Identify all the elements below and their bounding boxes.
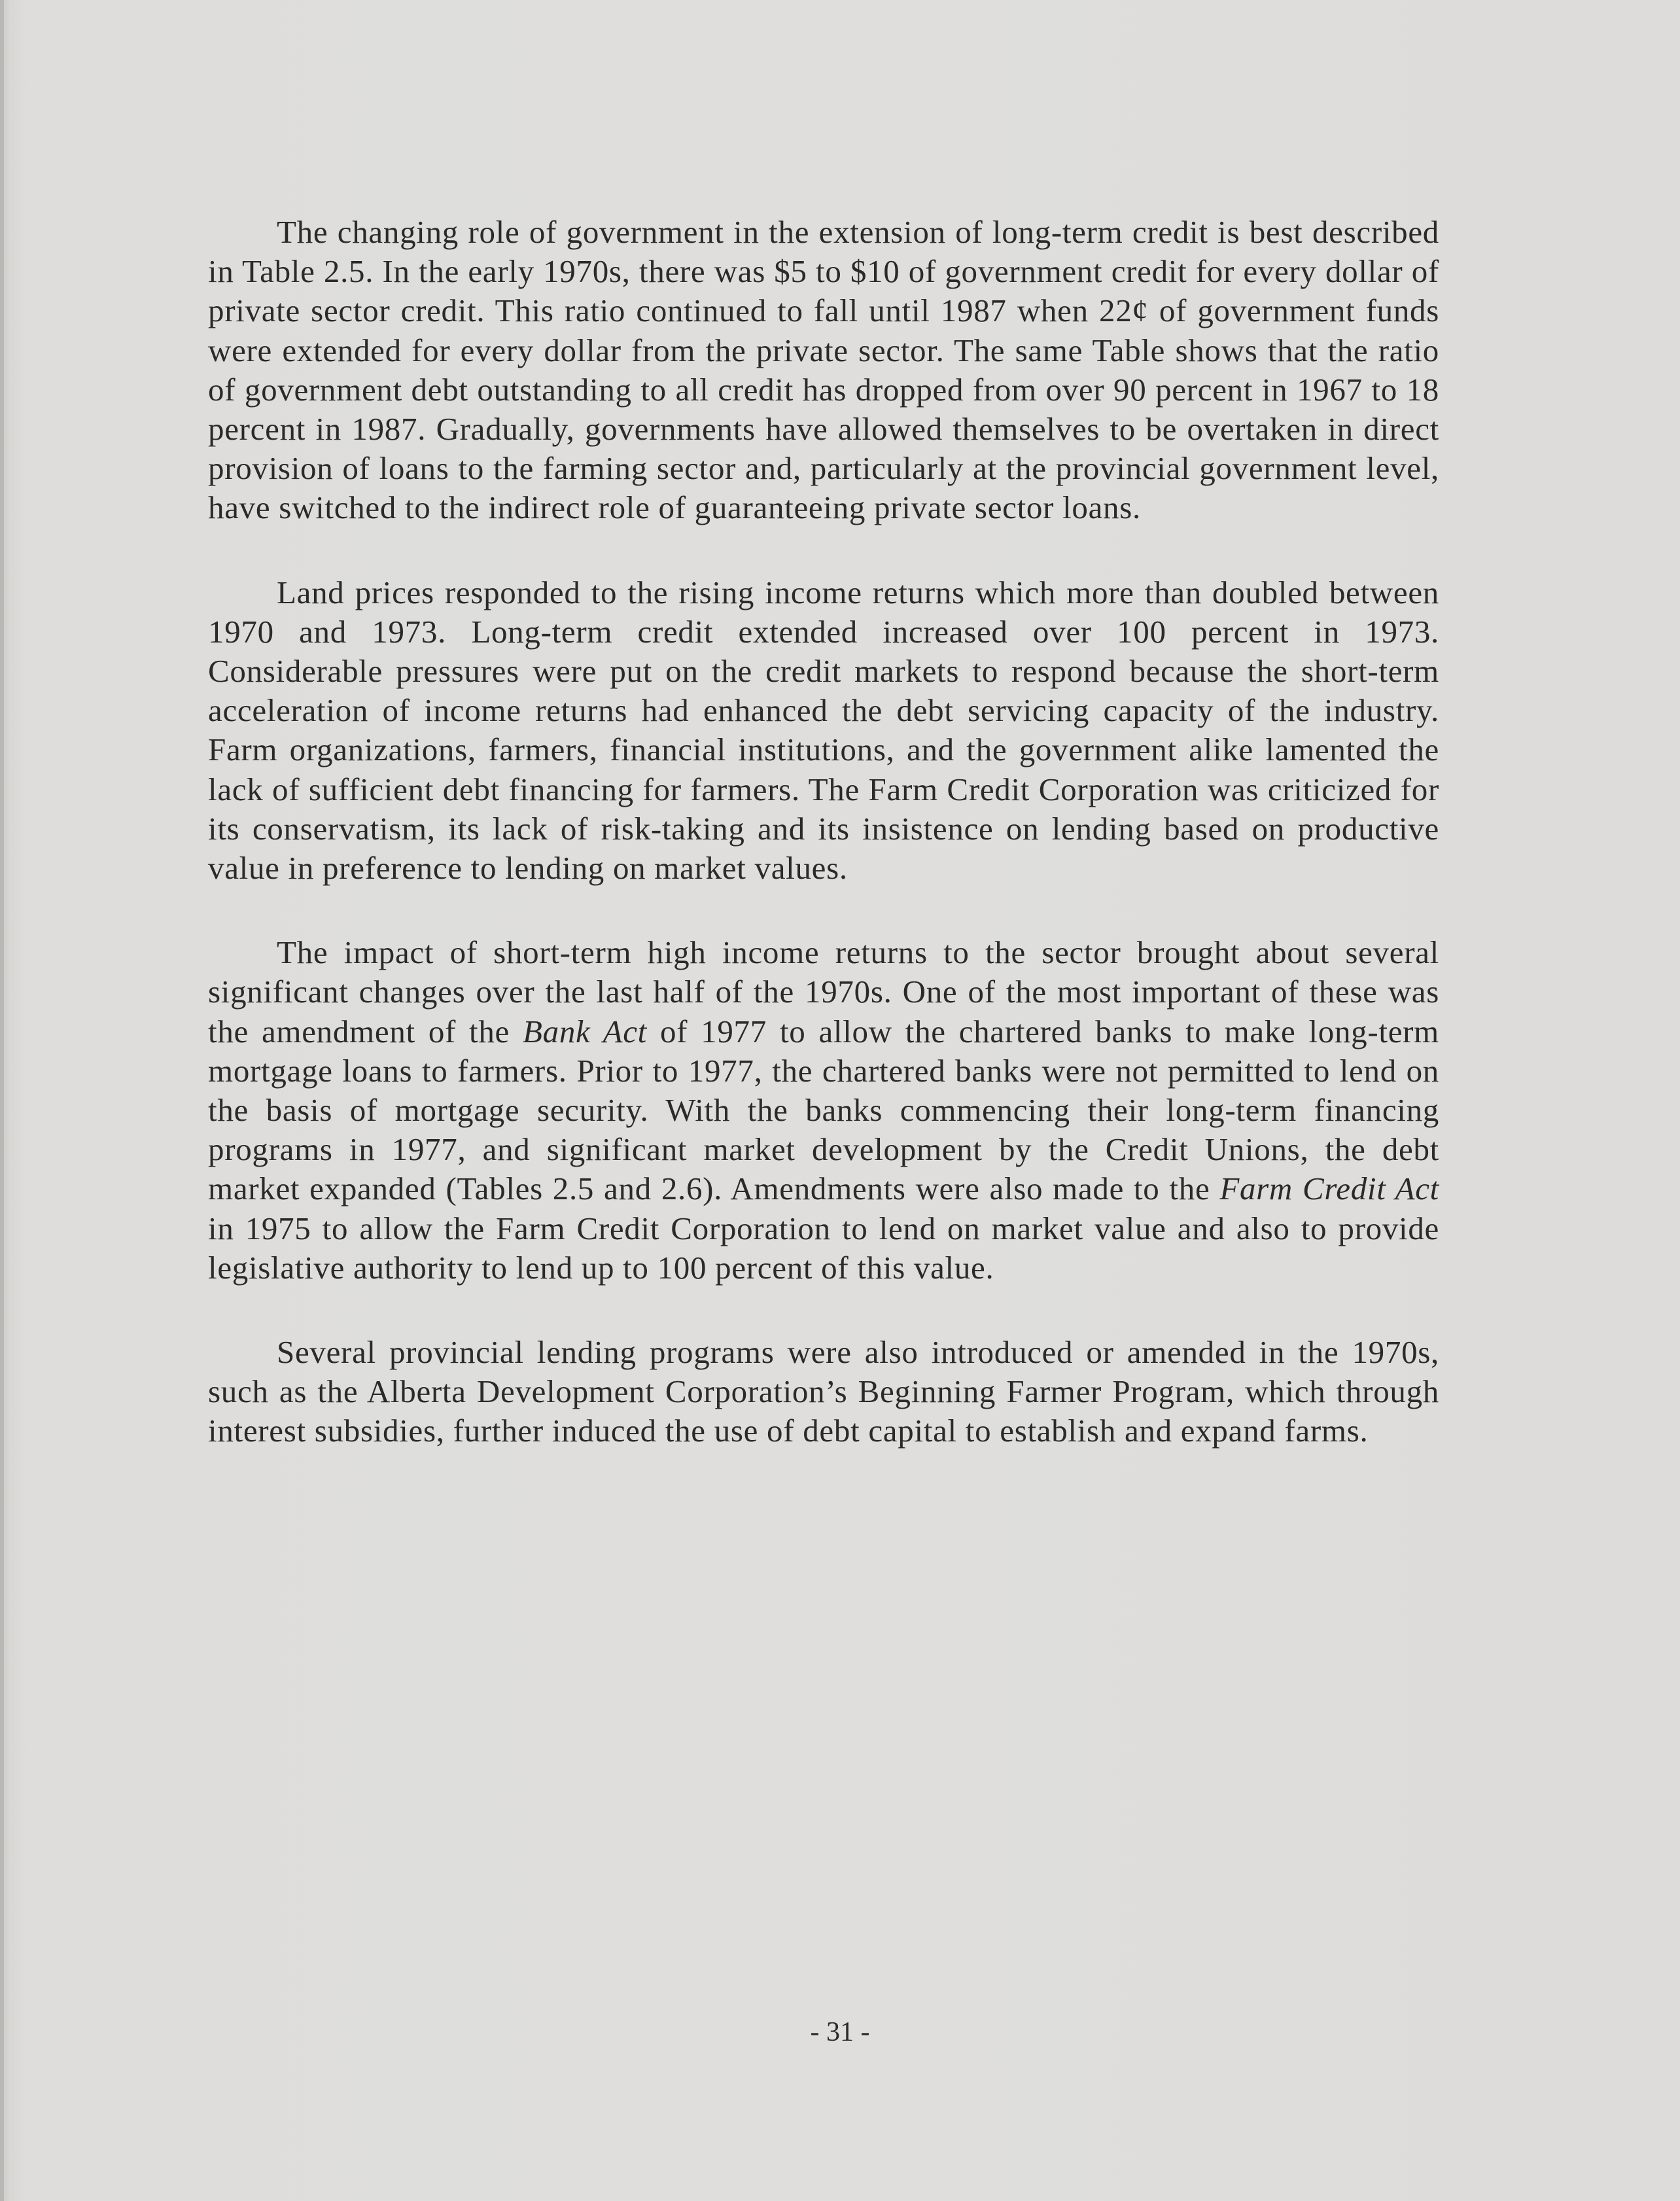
paragraph-text: Land prices responded to the rising income returns which more than doubled between 1970 and 1973. Long-term credit extended increased over 100 percent in 1973. Considerable pressures were put on the credit markets to respond because the short-term acceleration of income returns had enhanced the debt servicing capacity of the industry. Farm organizations, farmers, financial institutions, and the government alike lamented the lack of sufficient debt financing for farmers. The Farm Credit Corporation was criticized for its conservatism, its lack of risk-taking and its insistence on lending based on productive value in preference to lending on market values. [208, 574, 1439, 887]
paragraph-provincial-programs [208, 1333, 1439, 1451]
paragraph-short-term-impact [208, 933, 1439, 1288]
paragraph-land-prices [208, 573, 1439, 889]
page-binding-edge [0, 0, 4, 2201]
paragraph-government-credit [208, 213, 1439, 528]
bank-act-title: Bank Act [522, 1013, 647, 1049]
page-number: - 31 - [810, 2017, 870, 2047]
farm-credit-act-title: Farm Credit Act [1219, 1171, 1439, 1207]
body-text [208, 213, 1439, 1496]
paragraph-text: Several provincial lending programs were also introduced or amended in the 1970s, such as the Alberta Development Corporation’s Beginning Farmer Program, which through interest subsidies, further induced the use of debt capital to establish and expand farms. [208, 1334, 1439, 1449]
paragraph-text: of 1977 to allow the chartered banks to make long-term mortgage loans to farmers. Prior to 1977, the chartered banks were not permitted to lend on the basis of mortgage security. With the banks commencing their long-term financing programs in 1977, and significant market development by the Credit Unions, the debt market expanded (Tables 2.5 and 2.6). Amendments were also made to the [208, 1013, 1439, 1207]
paragraph-text: in 1975 to allow the Farm Credit Corporation to lend on market value and also to provide legislative authority to lend up to 100 percent of this value. [208, 1210, 1439, 1286]
paragraph-text: The impact of short-term high income returns to the sector brought about several significant changes over the last half of the 1970s. One of the most important of these was the amendment of the [208, 934, 1439, 1049]
paragraph-text: The changing role of government in the extension of long-term credit is best described in Table 2.5. In the early 1970s, there was $5 to $10 of government credit for every dollar of private sector credit. This ratio continued to fall until 1987 when 22¢ of government funds were extended for every dollar from the private sector. The same Table shows that the ratio of government debt outstanding to all credit has dropped from over 90 percent in 1967 to 18 percent in 1987. Gradually, governments have allowed themselves to be overtaken in direct provision of loans to the farming sector and, particularly at the provincial government level, have switched to the indirect role of guaranteeing private sector loans. [208, 214, 1439, 526]
